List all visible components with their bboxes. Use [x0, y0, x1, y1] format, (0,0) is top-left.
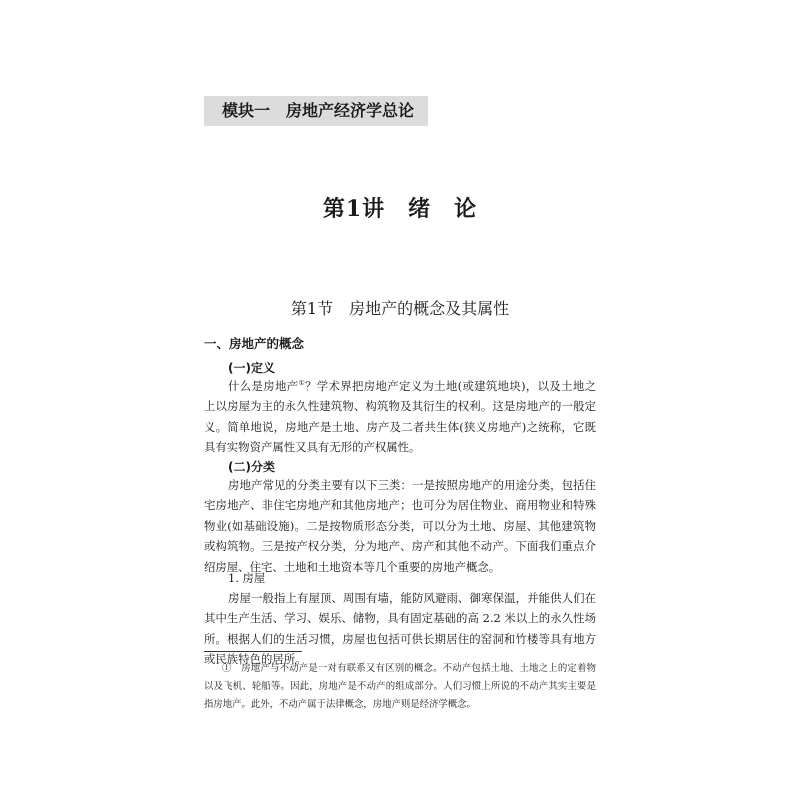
paragraph-house: 房屋一般指上有屋顶、周围有墙，能防风避雨、御寒保温，并能供人们在其中生产生活、学习、娱乐、储物，具有固定基础的高 2.2 米以上的永久性场所。根据人们的生活习惯，房屋也包括可供长期居住的窑洞和竹楼等具有地方或民族特色的居所。	[204, 591, 596, 667]
paragraph-definition	[204, 376, 596, 458]
subheading-classification: (二)分类	[228, 460, 275, 474]
definition-text-start: 什么是房地产	[228, 379, 299, 393]
definition-text-rest: ？学术界把房地产定义为土地(或建筑地块)，以及土地之上以房屋为主的永久性建筑物、构筑物及其衍生的权利。这是房地产的一般定义。简单地说，房地产是土地、房产及二者共生体(狭义房地产)之统称，它既具有实物资产属性又具有无形的产权属性。	[204, 379, 596, 455]
subheading-definition: (一)定义	[228, 361, 275, 375]
section-title: 第1节 房地产的概念及其属性	[290, 299, 510, 318]
footnote-marker: ①	[298, 379, 306, 388]
footnote-divider	[204, 651, 302, 652]
item-house-title: 1. 房屋	[228, 571, 266, 585]
lecture-title: 第1讲 绪 论	[322, 196, 478, 222]
heading-concept: 一、房地产的概念	[204, 336, 305, 351]
footnote: ① 房地产与不动产是一对有联系又有区别的概念。不动产包括土地、土地之上的定着物以及飞机、轮船等。因此，房地产是不动产的组成部分。人们习惯上所说的不动产其实主要是指房地产。此外，不动产属于法律概念，房地产则是经济学概念。	[204, 663, 596, 710]
module-banner: 模块一 房地产经济学总论	[204, 96, 428, 126]
paragraph-classification: 房地产常见的分类主要有以下三类：一是按照房地产的用途分类，包括住宅房地产、非住宅房地产和其他房地产；也可分为居住物业、商用物业和特殊物业(如基础设施)。二是按物质形态分类，可以分为土地、房屋、其他建筑物或构筑物。三是按产权分类，分为地产、房产和其他不动产。下面我们重点介绍房屋、住宅、土地和土地资本等几个重要的房地产概念。	[204, 478, 596, 574]
